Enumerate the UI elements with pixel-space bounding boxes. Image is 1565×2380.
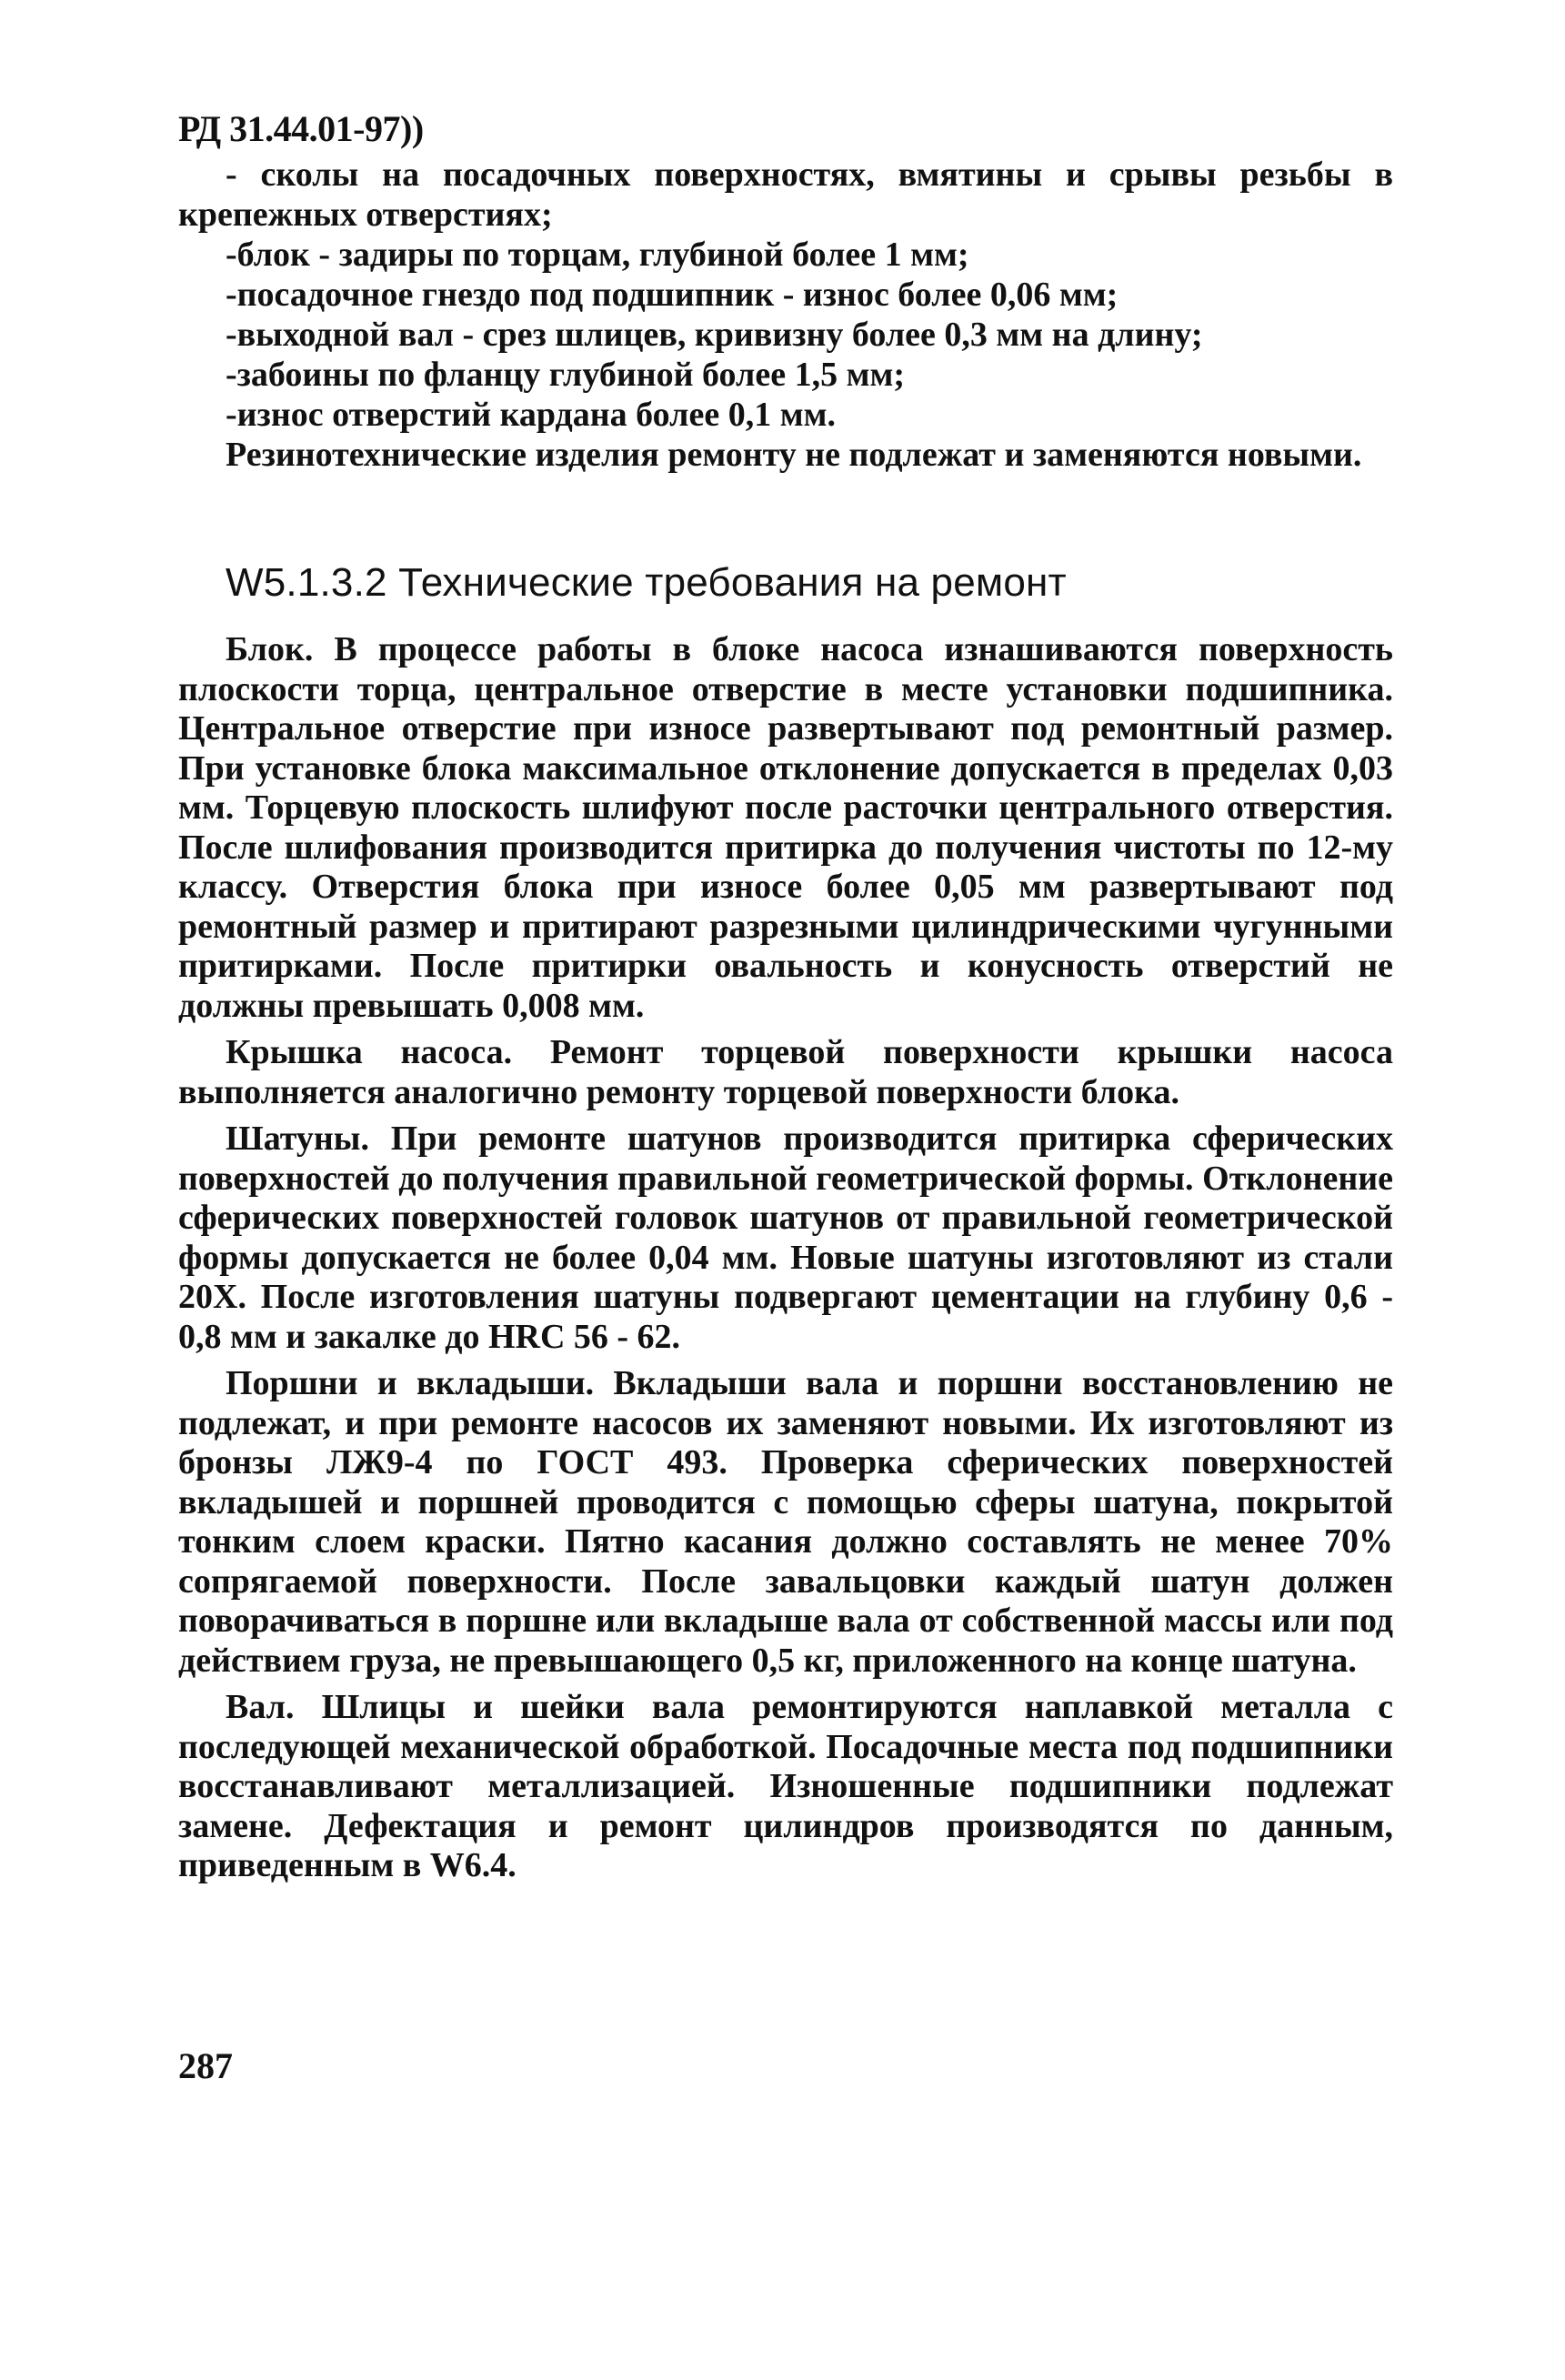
paragraph-block xyxy=(178,630,1393,1026)
paragraph-text: В процессе работы в блоке насоса изнашиваются поверхность плоскости торца, центральное отверстие в месте установки подшипника. Центральное отверстие при износе развертывают под ремонтный размер. При установке блока максимальное отклонение допускается в пределах 0,03 мм. Торцевую плоскость шлифуют после расточки центрального отверстия. После шлифования производится притирка до получения чистоты по 12-му классу. Отверстия блока при износе более 0,05 мм развертывают под ремонтный размер и притирают разрезными цилиндрическими чугунными притирками. После притирки овальность и конусность отверстий не должны превышать 0,008 мм. xyxy=(178,630,1393,1025)
paragraph-connecting-rods xyxy=(178,1120,1393,1357)
paragraph-pump-cover xyxy=(178,1033,1393,1112)
paragraph-pistons-liners xyxy=(178,1364,1393,1681)
paragraph-text: Ремонт торцевой поверхности крышки насоса выполняется аналогично ремонту торцевой поверхности блока. xyxy=(178,1033,1393,1111)
defects-intro: - сколы на посадочных поверхностях, вмятины и срывы резьбы в крепежных отверстиях; xyxy=(178,156,1393,234)
term-label: Вал. xyxy=(226,1688,295,1726)
defect-item: -блок - задиры по торцам, глубиной более 1 мм; xyxy=(226,236,969,274)
defects-list xyxy=(178,155,1393,475)
document-reference: РД 31.44.01-97)) xyxy=(178,108,424,149)
term-label: Крышка насоса. xyxy=(226,1033,513,1071)
paragraph-text: Вкладыши вала и поршни восстановлению не подлежат, и при ремонте насосов их заменяют новыми. Их изготовляют из бронзы ЛЖ9-4 по ГОСТ 493. Проверка сферических поверхностей вкладышей и поршней проводится с помощью сферы шатуна, покрытой тонким слоем краски. Пятно касания должно составлять не менее 70% сопрягаемой поверхности. После завальцовки каждый шатун должен поворачиваться в поршне или вкладыше вала от собственной массы или под действием груза, не превышающего 0,5 кг, приложенного на конце шатуна. xyxy=(178,1364,1393,1680)
defect-item: -износ отверстий кардана более 0,1 мм. xyxy=(226,396,836,434)
defect-item: -выходной вал - срез шлицев, кривизну более 0,3 мм на длину; xyxy=(226,316,1203,354)
repair-requirements-text xyxy=(178,630,1393,1893)
defect-item: -забоины по фланцу глубиной более 1,5 мм; xyxy=(226,356,906,394)
section-heading: W5.1.3.2 Технические требования на ремонт xyxy=(226,560,1067,605)
term-label: Блок. xyxy=(226,630,314,668)
term-label: Шатуны. xyxy=(226,1120,369,1158)
defect-item: -посадочное гнездо под подшипник - износ более 0,06 мм; xyxy=(226,276,1119,314)
paragraph-text: При ремонте шатунов производится притирка сферических поверхностей до получения правильной геометрической формы. Отклонение сферических поверхностей головок шатунов от правильной геометрической формы допускается не более 0,04 мм. Новые шатуны изготовляют из стали 20Х. После изготовления шатуны подвергают цементации на глубину 0,6 - 0,8 мм и закалке до HRC 56 - 62. xyxy=(178,1120,1393,1356)
paragraph-text: Шлицы и шейки вала ремонтируются наплавкой металла с последующей механической обработкой. Посадочные места под подшипники восстанавливают металлизацией. Изношенные подшипники подлежат замене. Дефектация и ремонт цилиндров производятся по данным, приведенным в W6.4. xyxy=(178,1688,1393,1884)
term-label: Поршни и вкладыши. xyxy=(226,1364,595,1402)
page-number: 287 xyxy=(178,2045,233,2086)
rubber-parts-note: Резинотехнические изделия ремонту не подлежат и заменяются новыми. xyxy=(226,436,1362,474)
paragraph-shaft xyxy=(178,1688,1393,1886)
